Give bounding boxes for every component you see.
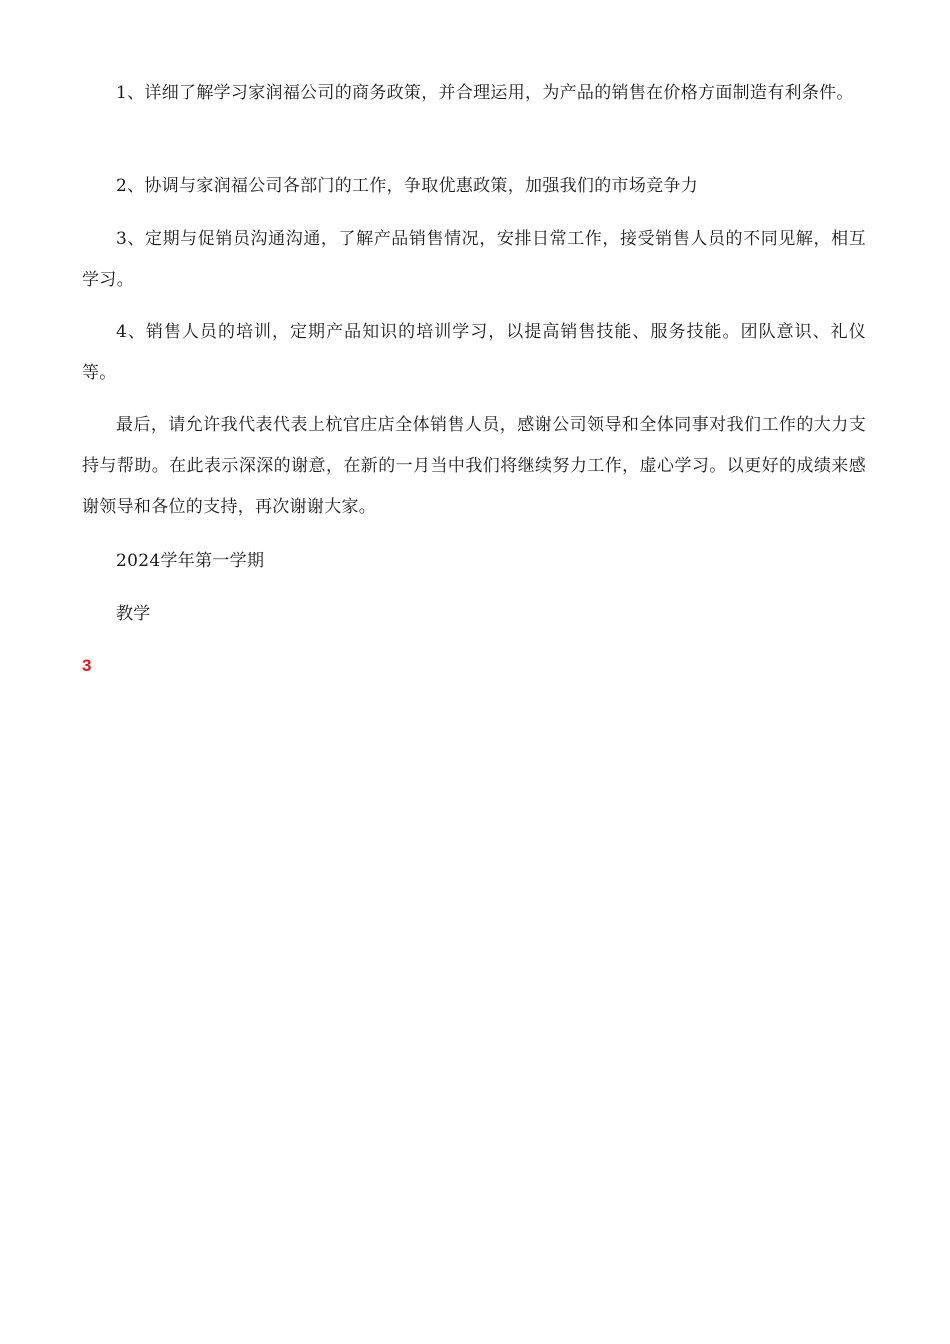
- semester-line: 2024学年第一学期: [116, 551, 265, 571]
- signature-line: 教学: [116, 604, 151, 624]
- paragraph-item-2: 2、协调与家润福公司各部门的工作，争取优惠政策，加强我们的市场竞争力: [116, 176, 699, 196]
- closing-paragraph: 最后，请允许我代表代表上杭官庄店全体销售人员，感谢公司领导和全体同事对我们工作的大力支持与帮助。在此表示深深的谢意，在新的一月当中我们将继续努力工作，虚心学习。以更好的成绩来感谢领导和各位的支持，再次谢谢大家。: [82, 415, 866, 517]
- paragraph-item-3: 3、定期与促销员沟通沟通，了解产品销售情况，安排日常工作，接受销售人员的不同见解，相互学习。: [82, 229, 866, 290]
- paragraph-item-4: 4、销售人员的培训，定期产品知识的培训学习，以提高销售技能、服务技能。团队意识、礼仪等。: [82, 322, 866, 383]
- page-number: 3: [82, 656, 92, 675]
- paragraph-item-1: 1、详细了解学习家润福公司的商务政策，并合理运用，为产品的销售在价格方面制造有利条件。: [116, 83, 854, 103]
